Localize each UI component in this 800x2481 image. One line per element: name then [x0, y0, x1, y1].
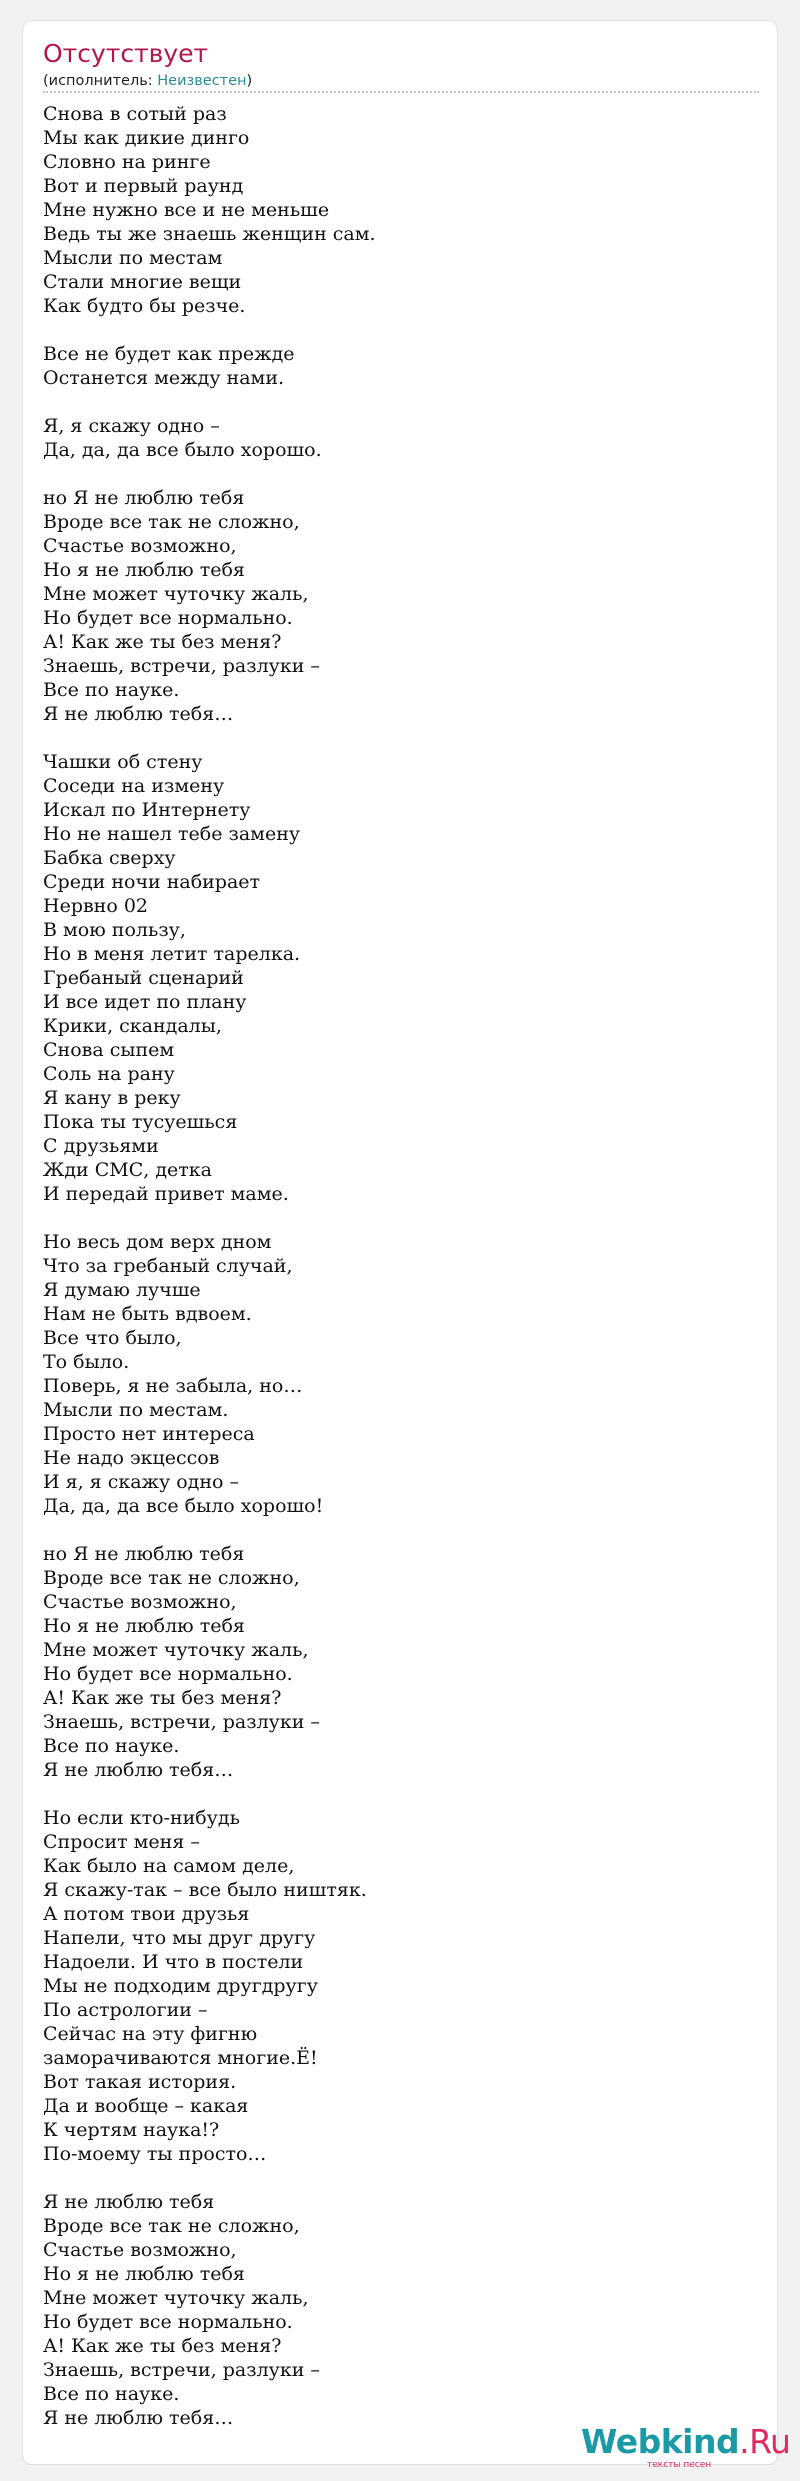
lyric-line: Снова сыпем	[43, 1039, 175, 1061]
lyric-line: Стали многие вещи	[43, 271, 242, 293]
lyric-line: Мы как дикие динго	[43, 127, 250, 149]
lyric-line: Как будто бы резче.	[43, 295, 246, 317]
lyrics-text	[43, 102, 743, 2430]
lyric-line: Но будет все нормально.	[43, 607, 293, 629]
lyric-line: Поверь, я не забыла, но…	[43, 1375, 303, 1397]
lyric-line: Мне может чуточку жаль,	[43, 1639, 309, 1661]
lyric-line: Мне может чуточку жаль,	[43, 583, 309, 605]
lyric-line: Да, да, да все было хорошо!	[43, 1495, 324, 1517]
lyric-line: Мысли по местам.	[43, 1399, 229, 1421]
lyric-line: Я не люблю тебя…	[43, 1759, 234, 1781]
lyric-line: Вот такая история.	[43, 2071, 237, 2093]
artist-link[interactable]: Неизвестен	[157, 73, 247, 89]
logo-tld: .Ru	[739, 2422, 791, 2461]
lyric-line: Знаешь, встречи, разлуки –	[43, 1711, 320, 1733]
lyric-line: А! Как же ты без меня?	[43, 1687, 282, 1709]
lyric-line: Но не нашел тебе замену	[43, 823, 301, 845]
logo-wordmark	[581, 2423, 790, 2461]
lyric-line: Останется между нами.	[43, 367, 285, 389]
lyric-line: Словно на ринге	[43, 151, 211, 173]
lyric-line: То было.	[43, 1351, 130, 1373]
stanza-break	[43, 318, 743, 342]
stanza-break	[43, 390, 743, 414]
lyric-line: Я скажу-так – все было ништяк.	[43, 1879, 367, 1901]
lyric-line: Крики, скандалы,	[43, 1015, 222, 1037]
lyric-line: Я кану в реку	[43, 1087, 181, 1109]
lyric-line: Все что было,	[43, 1327, 182, 1349]
lyric-line: Не надо экцессов	[43, 1447, 220, 1469]
lyric-line: Счастье возможно,	[43, 1591, 237, 1613]
lyric-line: Все по науке.	[43, 1735, 180, 1757]
lyric-line: Вроде все так не сложно,	[43, 511, 300, 533]
lyric-line: Бабка сверху	[43, 847, 176, 869]
lyrics-card	[22, 20, 791, 2470]
lyric-line: Но если кто-нибудь	[43, 1807, 240, 1829]
lyric-line: Напели, что мы друг другу	[43, 1927, 316, 1949]
logo-name: Webkind	[581, 2422, 740, 2461]
lyric-line: Соль на рану	[43, 1063, 175, 1085]
lyric-line: Все по науке.	[43, 2383, 180, 2405]
lyric-line: Среди ночи набирает	[43, 871, 261, 893]
title-divider	[43, 91, 759, 93]
lyric-line: А! Как же ты без меня?	[43, 631, 282, 653]
stanza-break	[43, 2166, 743, 2190]
lyric-line: Нервно 02	[43, 895, 148, 917]
lyric-line: но Я не люблю тебя	[43, 487, 245, 509]
lyric-line: но Я не люблю тебя	[43, 1543, 245, 1565]
artist-line	[43, 71, 252, 91]
lyric-line: А потом твои друзья	[43, 1903, 250, 1925]
lyric-line: Но я не люблю тебя	[43, 559, 245, 581]
lyric-line: Нам не быть вдвоем.	[43, 1303, 252, 1325]
lyric-line: Жди СМС, детка	[43, 1159, 213, 1181]
artist-suffix: )	[246, 73, 253, 89]
lyric-line: А! Как же ты без меня?	[43, 2335, 282, 2357]
lyric-line: Вот и первый раунд	[43, 175, 244, 197]
lyric-line: Знаешь, встречи, разлуки –	[43, 655, 320, 677]
lyric-line: Но в меня летит тарелка.	[43, 943, 301, 965]
lyric-line: Но будет все нормально.	[43, 2311, 293, 2333]
lyric-line: Счастье возможно,	[43, 2239, 237, 2261]
lyric-line: Счастье возможно,	[43, 535, 237, 557]
lyric-line: Пока ты тусуешься	[43, 1111, 238, 1133]
lyric-line: Мы не подходим другдругу	[43, 1975, 318, 1997]
lyric-line: Мне нужно все и не меньше	[43, 199, 330, 221]
lyric-line: И я, я скажу одно –	[43, 1471, 240, 1493]
lyric-line: Мысли по местам	[43, 247, 223, 269]
lyric-line: Все по науке.	[43, 679, 180, 701]
lyric-line: Я, я скажу одно –	[43, 415, 220, 437]
lyric-line: Я не люблю тебя	[43, 2191, 215, 2213]
lyric-line: Гребаный сценарий	[43, 967, 244, 989]
lyric-line: Искал по Интернету	[43, 799, 251, 821]
stanza-break	[43, 1782, 743, 1806]
lyric-line: И все идет по плану	[43, 991, 247, 1013]
lyric-line: И передай привет маме.	[43, 1183, 289, 1205]
webkind-logo[interactable]	[581, 2422, 791, 2470]
lyric-line: Я не люблю тебя…	[43, 2407, 234, 2429]
lyric-line: Просто нет интереса	[43, 1423, 255, 1445]
artist-prefix: (исполнитель:	[43, 73, 158, 89]
stanza-break	[43, 1518, 743, 1542]
song-title: Отсутствует	[43, 39, 209, 68]
stanza-break	[43, 462, 743, 486]
lyric-line: Сейчас на эту фигню	[43, 2023, 258, 2045]
lyric-line: Да, да, да все было хорошо.	[43, 439, 322, 461]
lyric-line: Как было на самом деле,	[43, 1855, 295, 1877]
stanza-break	[43, 1206, 743, 1230]
lyric-line: заморачиваются многие.Ё!	[43, 2047, 318, 2069]
lyric-line: Что за гребаный случай,	[43, 1255, 293, 1277]
lyric-line: Но я не люблю тебя	[43, 2263, 245, 2285]
lyric-line: Да и вообще – какая	[43, 2095, 249, 2117]
lyric-line: С друзьями	[43, 1135, 159, 1157]
lyric-line: Мне может чуточку жаль,	[43, 2287, 309, 2309]
logo-tagline: тексты песен	[647, 2460, 712, 2470]
lyric-line: Но я не люблю тебя	[43, 1615, 245, 1637]
lyric-line: По-моему ты просто…	[43, 2143, 267, 2165]
lyric-line: Надоели. И что в постели	[43, 1951, 304, 1973]
lyric-line: Чашки об стену	[43, 751, 203, 773]
lyric-line: Вроде все так не сложно,	[43, 1567, 300, 1589]
lyric-line: В мою пользу,	[43, 919, 186, 941]
lyric-line: Знаешь, встречи, разлуки –	[43, 2359, 320, 2381]
lyric-line: Соседи на измену	[43, 775, 225, 797]
lyric-line: По астрологии –	[43, 1999, 208, 2021]
lyric-line: Спросит меня –	[43, 1831, 200, 1853]
lyric-line: Но весь дом верх дном	[43, 1231, 272, 1253]
lyric-line: Снова в сотый раз	[43, 103, 227, 125]
lyric-line: К чертям наука!?	[43, 2119, 220, 2141]
lyric-line: Я не люблю тебя…	[43, 703, 234, 725]
lyric-line: Вроде все так не сложно,	[43, 2215, 300, 2237]
lyric-line: Я думаю лучше	[43, 1279, 201, 1301]
lyric-line: Но будет все нормально.	[43, 1663, 293, 1685]
lyric-line: Ведь ты же знаешь женщин сам.	[43, 223, 376, 245]
stanza-break	[43, 726, 743, 750]
lyric-line: Все не будет как прежде	[43, 343, 295, 365]
